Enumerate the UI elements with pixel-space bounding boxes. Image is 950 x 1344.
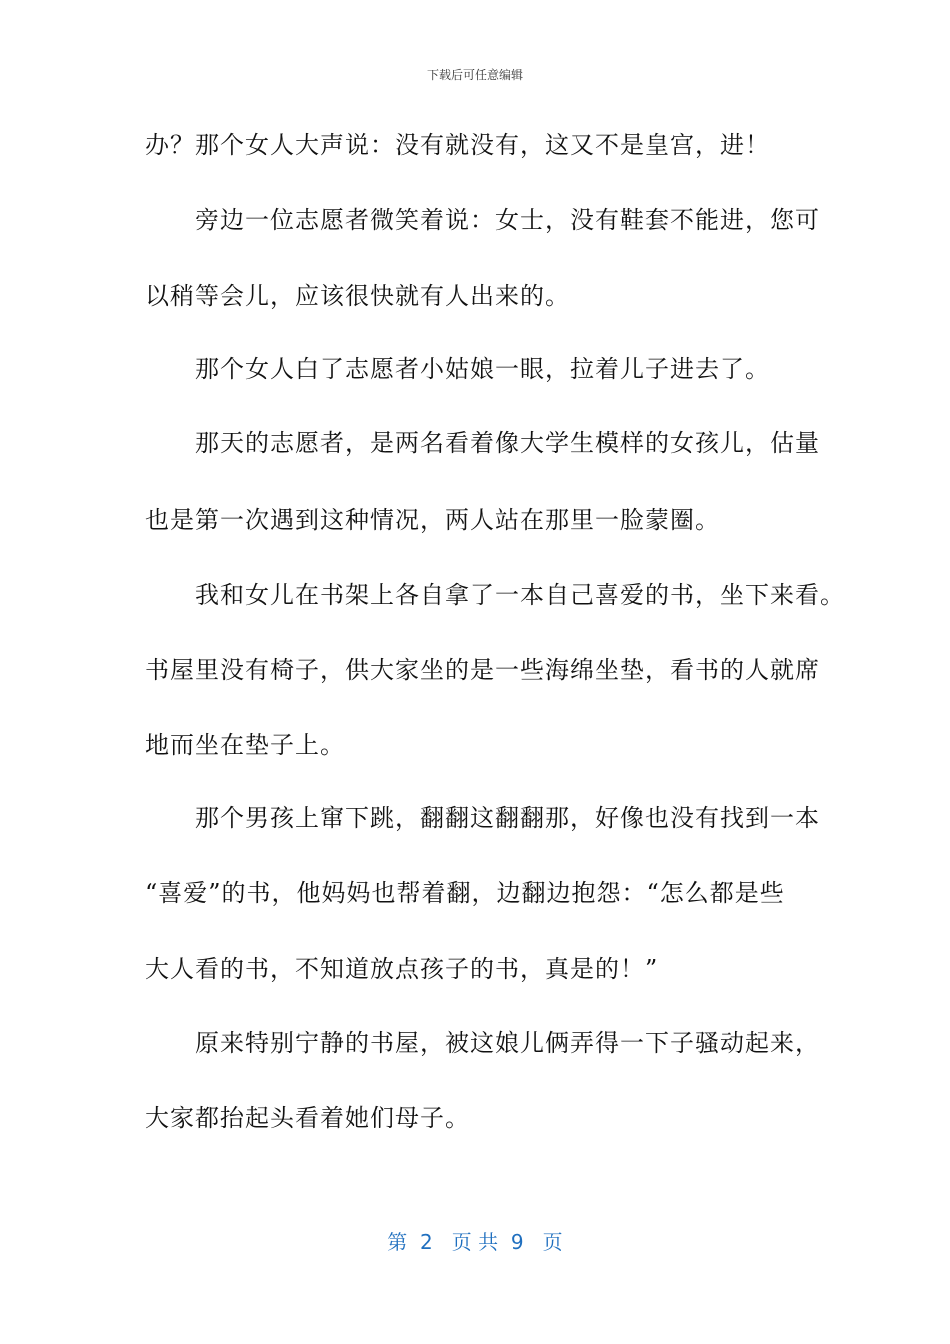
- text-line: 也是第一次遇到这种情况，两人站在那里一脸蒙圈。: [145, 506, 720, 534]
- page-header: 下载后可任意编辑: [426, 68, 523, 82]
- text-line: 办？那个女人大声说：没有就没有，这又不是皇宫，进！: [145, 131, 770, 159]
- text-line: 旁边一位志愿者微笑着说：女士，没有鞋套不能进，您可: [145, 206, 820, 234]
- page-number-footer: 第 2 页 共 9 页: [387, 1230, 563, 1254]
- text-line: 原来特别宁静的书屋，被这娘儿俩弄得一下子骚动起来，: [145, 1029, 820, 1057]
- text-line: 那个女人白了志愿者小姑娘一眼，拉着儿子进去了。: [145, 355, 770, 383]
- text-line: 地而坐在垫子上。: [145, 731, 345, 759]
- text-line: 大人看的书，不知道放点孩子的书，真是的！”: [145, 955, 659, 983]
- text-line: 大家都抬起头看着她们母子。: [145, 1104, 470, 1132]
- text-line: 以稍等会儿，应该很快就有人出来的。: [145, 282, 570, 310]
- text-line: 我和女儿在书架上各自拿了一本自己喜爱的书，坐下来看。: [145, 581, 845, 609]
- text-line: “喜爱”的书，他妈妈也帮着翻，边翻边抱怨：“怎么都是些: [145, 879, 785, 907]
- text-line: 那天的志愿者，是两名看着像大学生模样的女孩儿，估量: [145, 429, 820, 457]
- text-line: 那个男孩上窜下跳，翻翻这翻翻那，好像也没有找到一本: [145, 804, 820, 832]
- text-line: 书屋里没有椅子，供大家坐的是一些海绵坐垫，看书的人就席: [145, 656, 820, 684]
